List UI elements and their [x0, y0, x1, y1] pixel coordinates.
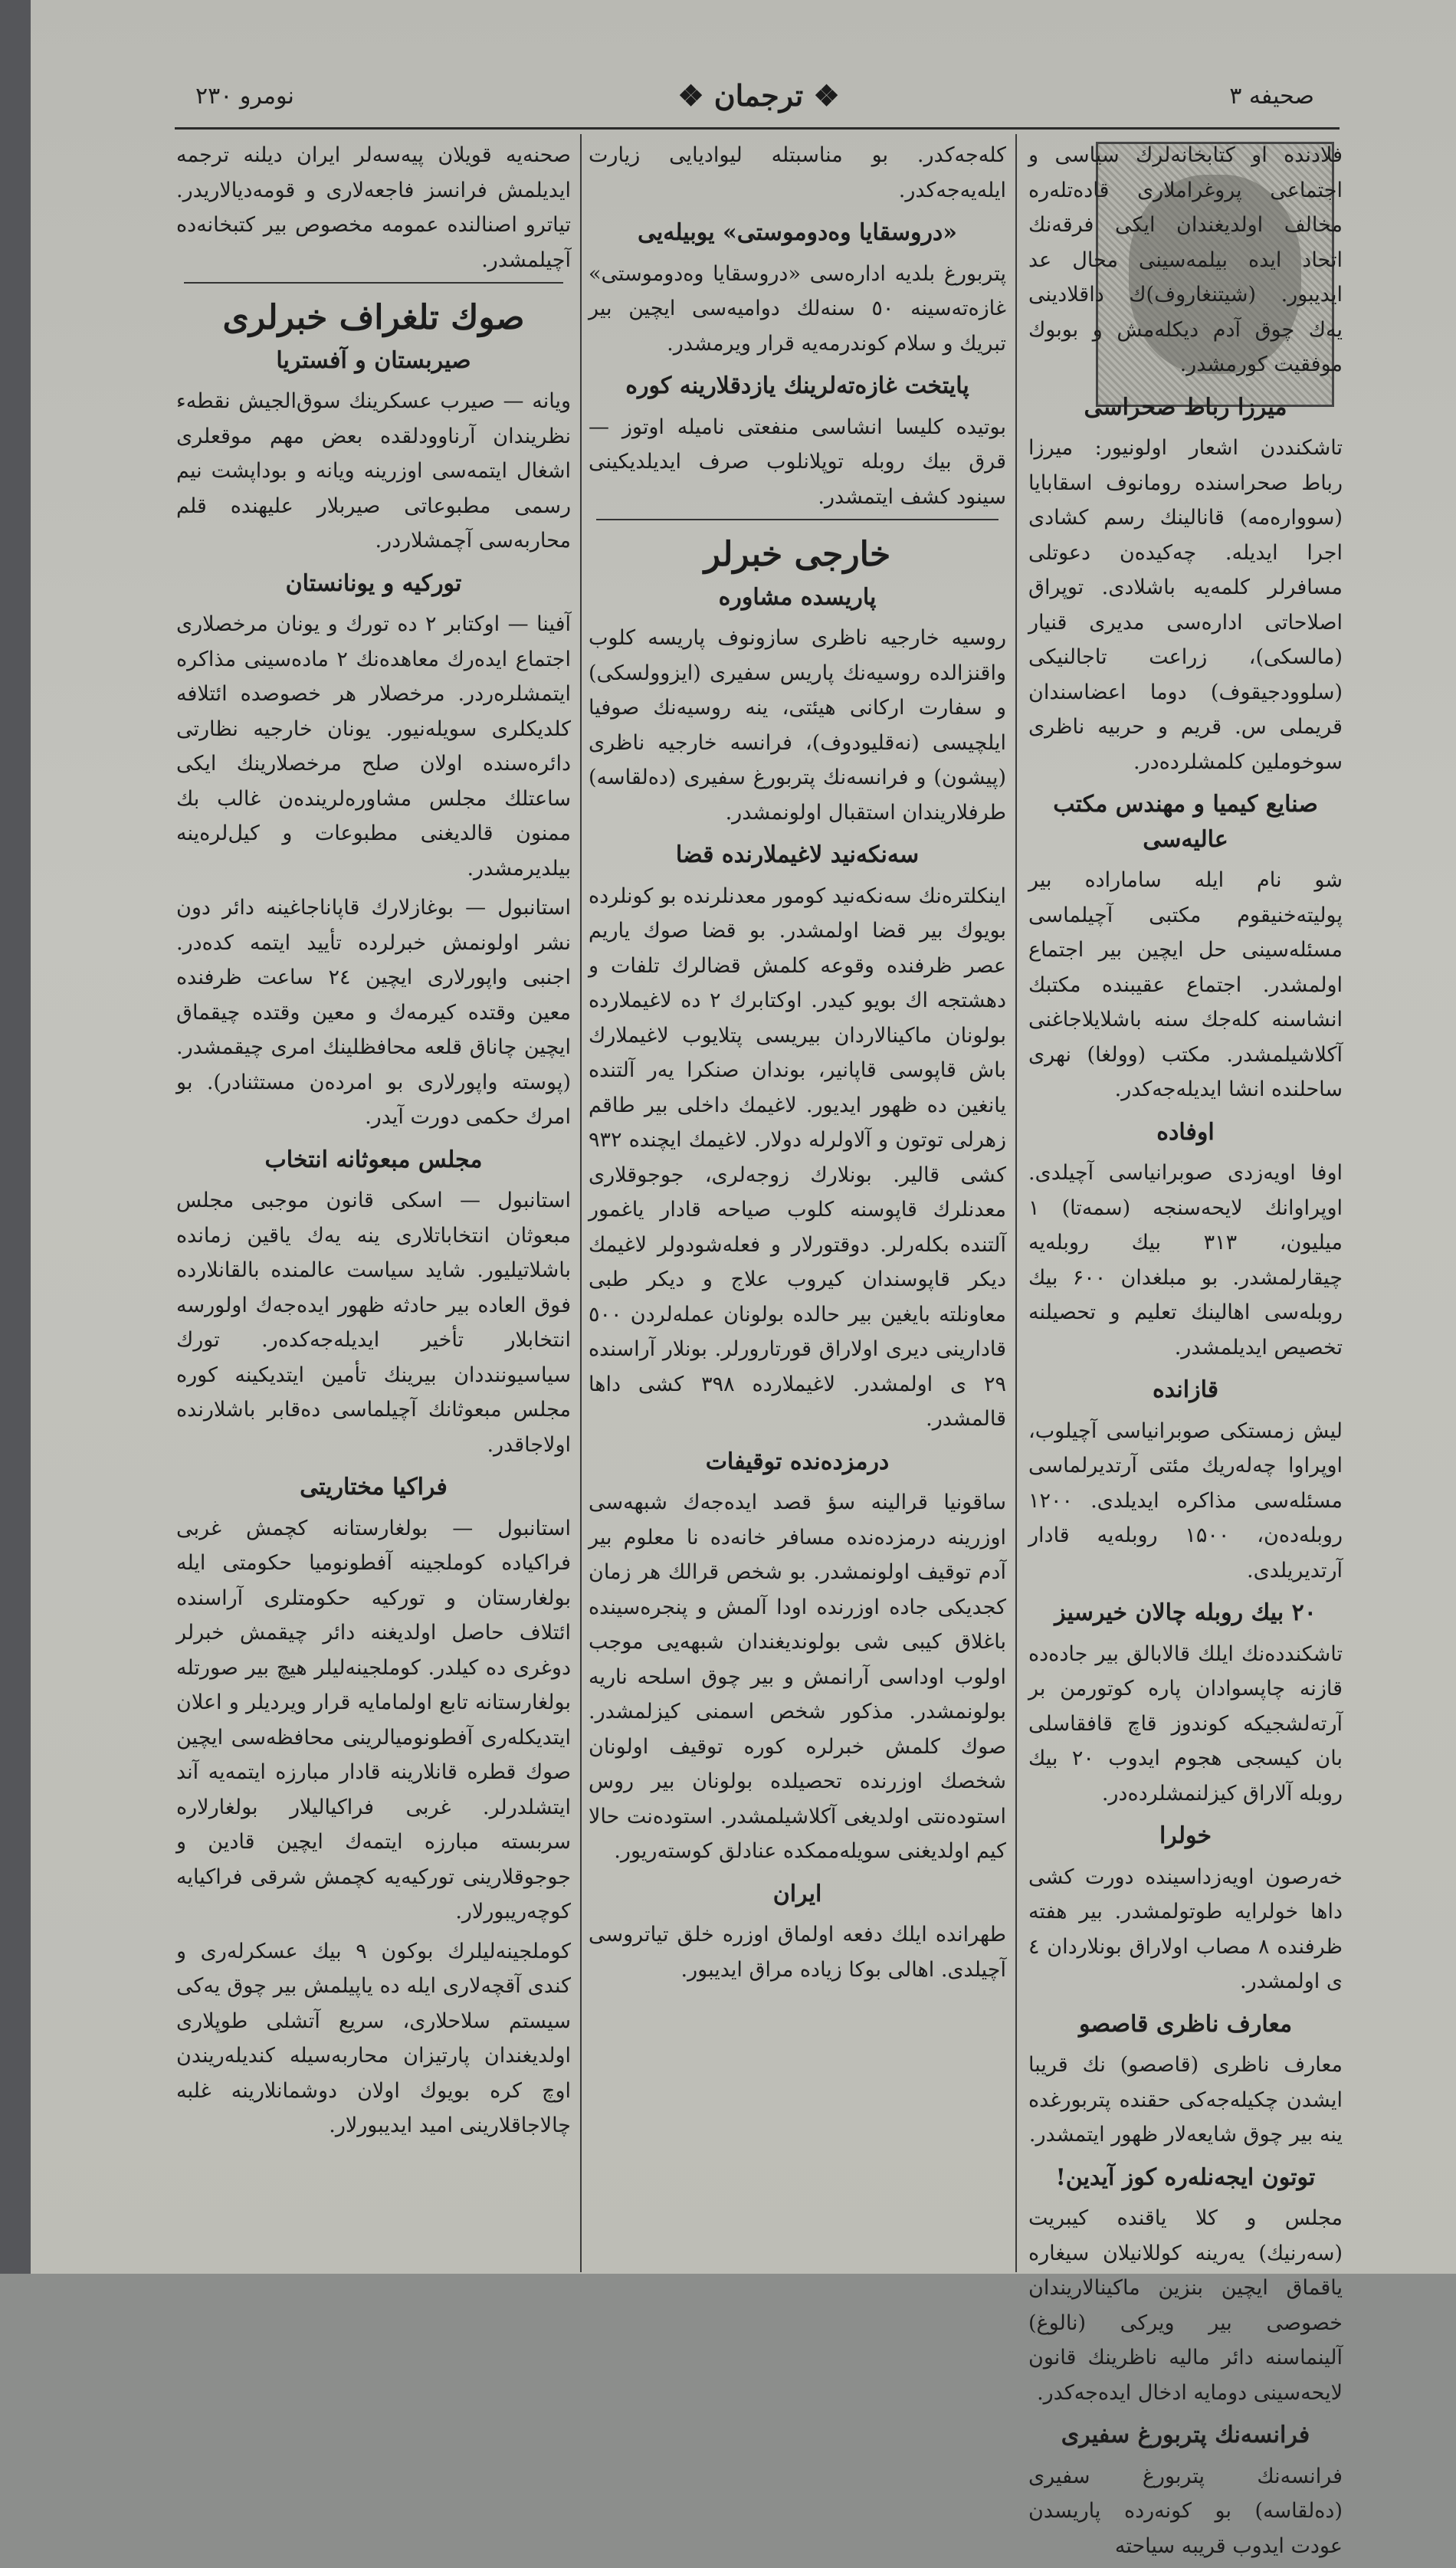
article-text: خه‌رصون اویه‌زداسینده دورت کشی داها خولرایه طوتولمشدر. بیر هفته ظرفنده ۸ مصاب اولاراق بونلاردان ٤ ی اولمشدر.	[1028, 1865, 1343, 1993]
issue-number: نومرو ۲۳۰	[195, 83, 294, 110]
section-title: صوك تلغراف خبرلری	[222, 298, 525, 337]
section-heading: میرزا رباط صحراسی	[1084, 393, 1287, 421]
column-right	[1028, 138, 1343, 2568]
column-middle	[589, 138, 1006, 1992]
article-text: اینکلتره‌نك سه‌نکه‌نید کومور معدنلرنده بو کونلرده بویوك بیر قضا اولمشدر. بو قضا صوك یاریم عصر ظرفنده وقوعه کلمش قضالرك تلفات و دهشتجه اك بویو کیدر. اوکتابرك ۲ ده لاغیملارده بولونان ماکینالاردان بیریسی پتلایوب لاغیملارك باش قاپوسی قاپانیر، بوندان صنکرا یه‌ر آلتنده یانغین ده ظهور ایدیور. لاغیمك داخلی بیر طاقم زهرلی توتون و آلاولرله دولار. لاغیمك ایچنده ۹۳۲ کشی قالیر. بونلارك زوجه‌لری، جوجوقلاری معدنلرك قاپوسنه کلوب صیاحه قادار یاغمور آلتنده بکله‌رلر. دوقتورلار و فعله‌شودولر لاغیمك دیکر قاپوسندان کیروب علاج و دیکر طبی معاونلته بایغین بیر حالده بولونان عمله‌لردن ٥٠٠ قادارینی دیری اولاراق قورتارورلر. بونلار آراسنده ۲۹ ی اولمشدر. لاغیملارده ۳۹۸ کشی داها قالمشدر.	[589, 884, 1006, 1431]
article-text: استانبول — بولغارستانه کچمش غربی فراکیاده کوملجینه آفطونومیا حکومتی ایله بولغارستان و تورکیه حکومتلری آراسنده ائتلاف حاصل اولدیغنه دائر چیقمش خبرلر دوغری ده کیلدر. کوملجینه‌لیلر هیچ بیر صورتله بولغارستانه تابع اولمامایه قرار ویردیلر و اعلان ایتدیکله‌ری آفطونومیالرینی محافظه‌سی ایچین صوك قطره قانلارینه قادار مبارزه ایتمه‌یه آند ایتشلدرلر. غربی فراکیالیلار بولغارلاره سربسته مبارزه ایتمه‌ك ایچین قادین و جوجوقلارینی تورکیه‌یه کچمش شرقی فراکیایه کوچه‌ریبورلار.	[176, 1516, 571, 1924]
scan-edge-shadow	[0, 0, 31, 2274]
article-text: ساقونیا قرالینه سؤ قصد ایده‌جه‌ك شبهه‌سی اوزرینه درمزده‌نده مسافر خانه‌ده نا معلوم بیر آدم توقیف اولونمشدر. بو شخص قرالك هر زمان کجدیکی جاده اوزرنده اودا آلمش و پنجره‌سینده باغلاق کیبی شی بولوندیغندان شبهه‌یی موجب اولوب اوداسی آرانمش و بیر چوق اسلحه ناریه بولونمشدر. مذکور شخص اسمنی کیزلمشدر. صوك کلمش خبرلره کوره توقیف اولونان شخصك اوزرنده تحصیلده بولونان بیر روس استوده‌نتی اولدیغی آکلاشیلمشدر. استوده‌نت حالا کیم اولدیغنی سویله‌ممکده عنادلق کوسته‌ریور.	[589, 1491, 1006, 1863]
section-heading: صنایع کیمیا و مهندس مکتب عالیه‌سی	[1053, 791, 1318, 853]
article-text: پتربورغ بلدیه اداره‌سی «دروسقایا وه‌دوموستی» غازه‌ته‌سینه ٥٠ سنه‌لك دوامیه‌سی ایچین بیر تبریك و سلام کوندرمه‌یه قرار ویرمشدر.	[589, 261, 1006, 356]
article-text: صحنه‌یه قویلان پیه‌سه‌لر ایران دیلنه ترجمه ایدیلمش فرانسز فاجعه‌لاری و قومه‌دیالاریدر. تیاترو اصنالنده عمومه مخصوص بیر کتبخانه‌ده آچیلمشدر.	[176, 143, 571, 272]
article-text: استانبول — بوغازلارك قاپاناجاغینه دائر دون نشر اولونمش خبرلرده تأیید ایتمه کده‌در. اجنبی واپورلاری ایچین ۲٤ ساعت ظرفنده معین وقتده کیرمه‌ك و معین وقتده چیقماق ایچین چاناق قلعه محافظلینك امری چیقمشدر. (پوسته واپورلاری بو امرده‌ن مستثنادر). بو امرك حکمی دورت آیدر.	[176, 896, 571, 1129]
section-heading: «دروسقایا وه‌دوموستی» یوبیله‌یی	[637, 219, 958, 246]
article-text: تاشکندده‌نك ایلك قالابالق بیر جاده‌ده قازنه چاپسوادان پاره کوتورمن بر آرته‌لشجیکه کوندوز قاچ قافقاسلی بان کیسجی هجوم ایدوب ۲۰ بیك روبله آلاراق کیزلنمشلرده‌در.	[1028, 1641, 1343, 1805]
section-heading: فراکیا مختاریتی	[300, 1474, 448, 1500]
section-heading: صیربستان و آفستریا	[276, 346, 471, 374]
column-left	[176, 138, 571, 2148]
article-text: لیش زمستکی صوبرانیاسی آچیلوب، اوپراوا چه‌له‌ریك مئتی آرتدیرلماسی مسئله‌سی مذاکره ایدیلدی. ۱۲۰۰ روبله‌ده‌ن، ۱۵۰۰ روبله‌یه قادار آرتدیریلدی.	[1028, 1418, 1343, 1582]
newspaper-title: ❖ ترجمان ❖	[677, 78, 840, 113]
article-text: طهرانده ایلك دفعه اولماق اوزره خلق تیاتروسی آچیلدی. اهالی بوکا زیاده مراق ایدیبور.	[589, 1923, 1006, 1982]
column-divider	[580, 134, 582, 2272]
article-text: فلادنده او کتابخانه‌لرك سیاسی و اجتماعی پروغراملاری قاده‌تله‌ره مخالف اولدیغندان ایکی فرقه‌نك اتحاد ایده بیلمه‌سینی محال عد ایدیبور. (شیتنغاروف)‌ك داقلادینی یه‌ك چوق آدم دیکله‌مش و بوبوك موفقیت کورمشدر.	[1028, 143, 1343, 376]
section-heading: اوفاده	[1156, 1118, 1215, 1146]
article-text: اوفا اویه‌زدی صوبرانیاسی آچیلدی. اوپراوانك لایحه‌سنجه (سمه‌تا) ۱ میلیون، ۳۱۳ بیك روبله‌یه چیقارلمشدر. بو مبلغدان ۶۰۰ بیك روبله‌سی اهالینك تعلیم و تحصیلنه تخصیص ایدیلمشدر.	[1028, 1161, 1343, 1359]
section-rule	[184, 282, 563, 284]
article-text: تاشکنددن اشعار اولونیور: میرزا رباط صحراسنده رومانوف اسقابایا (سوواره‌مه) قانالینك رسم کشادی اجرا ایدیله. چه‌کیده‌ن دعوتلی مسافرلر کلمه‌یه باشلادی. توپراق اصلاحاتی اداره‌سی مدیری قنیار (مالسکی)، زراعت تاجالنیکی (سلوودجیقوف) دوما اعضاسندان قریملی س. قریم و حربیه ناظری سوخوملین کلمشلرده‌در.	[1028, 436, 1343, 774]
article-text: کوملجینه‌لیلرك بوکون ۹ بیك عسکرله‌ری و کندی آقچه‌لاری ایله ده یاپیلمش بیر چوق یه‌کی سیستم سلاحلاری، سریع آتشلی طوپلاری اولدیغندان پارتیزان محاربه‌سیله کندیله‌ریندن اوچ کره بویوك اولان دوشمانلارینه غلبه چالاجاقلارینی امید ایدیبورلار.	[176, 1939, 571, 2137]
section-heading: فرانسه‌نك پتربورغ سفیری	[1061, 2422, 1310, 2448]
section-title: خارجی خبرلر	[703, 535, 891, 574]
masthead-text: ترجمان	[713, 78, 804, 113]
section-heading: پاریسده مشاوره	[718, 583, 877, 611]
article-text: آفینا — اوکتابر ۲ ده تورك و یونان مرخصلاری اجتماع ایده‌رك معاهده‌نك ۲ ماده‌سینی مذاکره ایتمشلره‌ردر. مرخصلار هر خصوصده ائتلافه کلدیکلری سویله‌نیور. یونان خارجیه نظارتی دائره‌سنده اولان صلح مرخصلارینك ایکی ساعتلك مجلس مشاوره‌لرینده‌ن غالب بك ممنون قالدیغنی مطبوعات و کیل‌لره‌ینه بیلدیرمشدر.	[176, 612, 572, 881]
section-heading: معارف ناظری قاصصو	[1078, 2010, 1293, 2038]
article-text: روسیه خارجیه ناظری سازونوف پاریسه کلوب واقنزالده روسیه‌نك پاریس سفیری (ایزوولسکی) و سفارت ارکانی هیئتی، ینه روسیه‌نك صوفیا ایلچیسی (نه‌قلیودوف)، فرانسه خارجیه ناظری (پیشون) و فرانسه‌نك پتربورغ سفیری (ده‌لقاسه) طرفلاریندان استقبال اولونمشدر.	[589, 626, 1006, 825]
article-text: کله‌جه‌کدر. بو مناسبتله لیوادیایی زیارت ایله‌یه‌جه‌کدر.	[589, 143, 1006, 202]
section-heading: تورکیه و یونانستان	[285, 569, 462, 597]
article-text: استانبول — اسکی قانون موجبی مجلس مبعوثان انتخاباتلاری ینه یه‌ك یاقین زمانده باشلاتیلیور. شاید سیاست عالمنده بالقانلارده فوق العاده بیر حادثه ظهور ایده‌جه‌ك اولورسه انتخابلار تأخیر ایدیله‌جه‌کده‌ر. تورك سیاسیوننددان بیرینك تأمین ایتدیکینه کوره مجلس مبعوثانك آچیلماسی ده‌قابر باشلارنده اولاجاقدر.	[176, 1189, 571, 1457]
section-rule	[596, 519, 999, 520]
section-heading: ایران	[772, 1880, 822, 1907]
article-text: ویانه — صیرب عسکرینك سوق‌الجیش نقطه‌ء نظریندان آرناوودلقده بعض مهم موقعلری اشغال ایتمه‌سی اوزرینه ویانه و بوداپشت نیم رسمی مطبوعاتی صیربلار علیهنده قلم محاربه‌سی آچمشلاردر.	[176, 389, 571, 553]
section-heading: خولرا	[1159, 1822, 1212, 1849]
section-heading: سه‌نکه‌نید لاغیملارنده قضا	[675, 841, 920, 868]
page-label: صحیفه ۳	[1229, 83, 1314, 110]
article-text: فرانسه‌نك پتربورغ سفیری (ده‌لقاسه) بو کونه‌رده پاریسدن عودت ایدوب قریبه سیاحته	[1028, 2464, 1343, 2558]
page-header	[172, 78, 1345, 130]
section-heading: ۲۰ بیك روبله چالان خیرسیز	[1054, 1599, 1317, 1626]
section-heading: مجلس مبعوثانه انتخاب	[264, 1146, 483, 1173]
header-rule	[175, 127, 1340, 130]
section-heading: پایتخت غازه‌ته‌لرینك یازدقلارینه کوره	[625, 372, 969, 399]
article-text: مجلس و کلا یاقنده کیبریت (سه‌رنیك) یه‌رینه کوللانیلان سیغاره یاقماق ایچین بنزین ماکینالاریندان خصوصی بیر ویرکی (نالوغ) آلینماسنه دائر مالیه ناظرینك قانون لایحه‌سینی دومایه ادخال ایده‌جه‌کدر.	[1028, 2206, 1343, 2405]
section-heading: قازانده	[1152, 1376, 1219, 1403]
column-divider	[1015, 134, 1017, 2272]
section-heading: درمزده‌نده توقیفات	[705, 1448, 890, 1475]
article-text: شو نام ایله ساماراده بیر پولیته‌خنیقوم مکتبی آچیلماسی مسئله‌سینی حل ایچین بیر اجتماع اولمشدر. اجتماع عقیبنده مکتبك انشاسنه کله‌جك سنه باشلایلاجاغنی آکلاشیلمشدر. مکتب (وولغا) نهری ساحلنده انشا ایدیله‌جه‌کدر.	[1028, 868, 1343, 1101]
article-text: معارف ناظری (قاصصو) نك قریبا ایشدن چکیله‌جه‌کی حقنده پتربورغده ینه بیر چوق شایعه‌لار ظهور ایتمشدر.	[1028, 2053, 1343, 2147]
article-text: بوتیده کلیسا انشاسی منفعتی نامیله اوتوز — قرق بیك روبله توپلانلوب صرف ایدیلدیکینی سینود کشف ایتمشدر.	[589, 415, 1006, 509]
section-heading: توتون ایجه‌نله‌ره کوز آیدین!	[1055, 2163, 1316, 2191]
